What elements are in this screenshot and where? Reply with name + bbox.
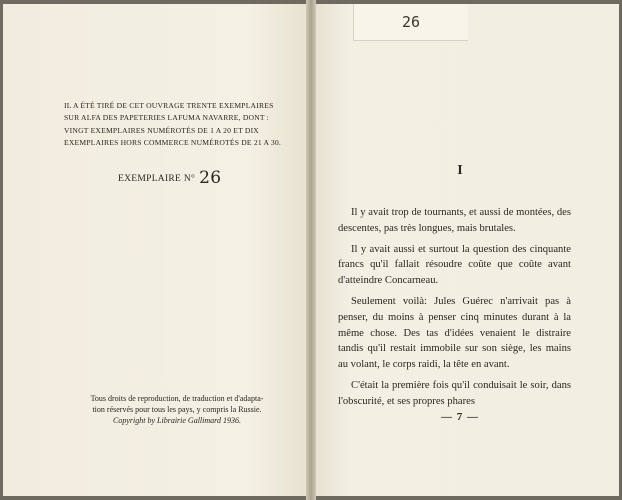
notice-line: VINGT EXEMPLAIRES NUMÉROTÉS DE 1 A 20 ET DIX [64,125,259,135]
body-text [338,205,571,415]
copyright-line: Copyright by Librairie Gallimard 1936. [113,416,241,425]
page-number: — 7 — [441,411,479,423]
rights-notice [66,394,288,415]
notice-line: EXEMPLAIRES HORS COMMERCE NUMÉROTÉS DE 21 A 30. [64,138,281,148]
notice-line: IL A ÉTÉ TIRÉ DE CET OUVRAGE TRENTE EXEMPLAIRES [64,101,274,110]
number-label: 26 [353,4,468,41]
copy-number [118,168,221,188]
copy-number-value: 26 [199,168,222,188]
notice-line: SUR ALFA DES PAPETERIES LAFUMA NAVARRE, DONT : [64,113,269,123]
paragraph: Il y avait aussi et surtout la question des cinquante francs qu'il fallait résoudre coûte que coûte avant d'atteindre Concarneau. [338,243,571,287]
rights-line: tion réservés pour tous les pays, y compris la Russie. [92,404,262,414]
limited-edition-notice [64,100,286,150]
rights-line: Tous droits de reproduction, de traduction et d'adapta- [90,394,264,403]
book-gutter [306,0,316,500]
paragraph: C'était la première fois qu'il conduisait le soir, dans l'obscurité, et ses propres phares [338,379,571,407]
copy-number-label: EXEMPLAIRE N° [118,174,196,184]
chapter-heading: I [457,163,463,178]
paragraph: Il y avait trop de tournants, et aussi de montées, des descentes, pas très longues, mais brutales. [338,207,571,234]
paragraph: Seulement voilà: Jules Guérec n'arrivait pas à penser, du moins à penser cinq minutes durant à la même chose. Des tas d'idées venaient le distraire tandis qu'il restait immobile sur son siège, les mains au volant, le corps raidi, la tête en avant. [338,295,571,371]
